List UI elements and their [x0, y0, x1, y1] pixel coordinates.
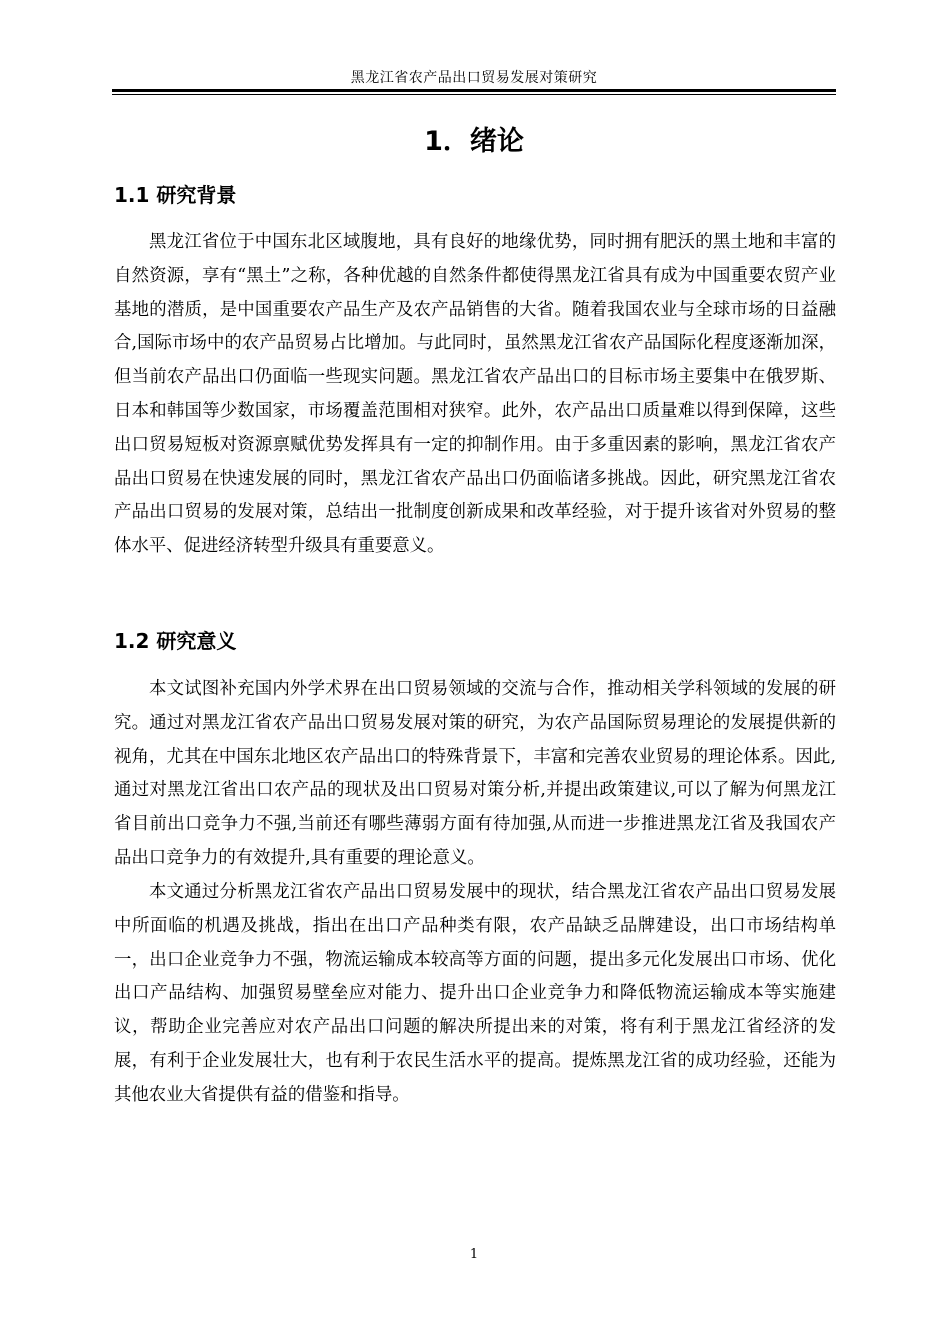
- header-rule-thick: [112, 89, 836, 92]
- page-number: 1: [469, 1247, 479, 1262]
- chapter-title: 1．绪论: [424, 126, 524, 157]
- paragraph-background: 黑龙江省位于中国东北区域腹地，具有良好的地缘优势，同时拥有肥沃的黑土地和丰富的自然资源，享有“黑土”之称，各种优越的自然条件都使得黑龙江省具有成为中国重要农贸产业基地的潜质，是中国重要农产品生产及农产品销售的大省。随着我国农业与全球市场的日益融合,国际市场中的农产品贸易占比增加。与此同时，虽然黑龙江省农产品国际化程度逐渐加深，但当前农产品出口仍面临一些现实问题。黑龙江省农产品出口的目标市场主要集中在俄罗斯、日本和韩国等少数国家，市场覆盖范围相对狭窄。此外，农产品出口质量难以得到保障，这些出口贸易短板对资源禀赋优势发挥具有一定的抑制作用。由于多重因素的影响，黑龙江省农产品出口贸易在快速发展的同时，黑龙江省农产品出口仍面临诸多挑战。因此，研究黑龙江省农产品出口贸易的发展对策，总结出一批制度创新成果和改革经验，对于提升该省对外贸易的整体水平、促进经济转型升级具有重要意义。: [114, 232, 836, 557]
- section-title-significance: 1.2 研究意义: [114, 629, 237, 653]
- section-title-background: 1.1 研究背景: [114, 183, 237, 207]
- running-header: 黑龙江省农产品出口贸易发展对策研究: [350, 70, 598, 86]
- header-rule-thin: [112, 94, 836, 95]
- paragraph-significance-1: 本文试图补充国内外学术界在出口贸易领域的交流与合作，推动相关学科领域的发展的研究。通过对黑龙江省农产品出口贸易发展对策的研究，为农产品国际贸易理论的发展提供新的视角，尤其在中国东北地区农产品出口的特殊背景下，丰富和完善农业贸易的理论体系。因此,通过对黑龙江省出口农产品的现状及出口贸易对策分析,并提出政策建议,可以了解为何黑龙江省目前出口竞争力不强,当前还有哪些薄弱方面有待加强,从而进一步推进黑龙江省及我国农产品出口竞争力的有效提升,具有重要的理论意义。: [114, 679, 836, 868]
- paragraph-significance-2: 本文通过分析黑龙江省农产品出口贸易发展中的现状，结合黑龙江省农产品出口贸易发展中所面临的机遇及挑战，指出在出口产品种类有限，农产品缺乏品牌建设，出口市场结构单一，出口企业竞争力不强，物流运输成本较高等方面的问题，提出多元化发展出口市场、优化出口产品结构、加强贸易壁垒应对能力、提升出口企业竞争力和降低物流运输成本等实施建议，帮助企业完善应对农产品出口问题的解决所提出来的对策，将有利于黑龙江省经济的发展，有利于企业发展壮大，也有利于农民生活水平的提高。提炼黑龙江省的成功经验，还能为其他农业大省提供有益的借鉴和指导。: [114, 882, 836, 1105]
